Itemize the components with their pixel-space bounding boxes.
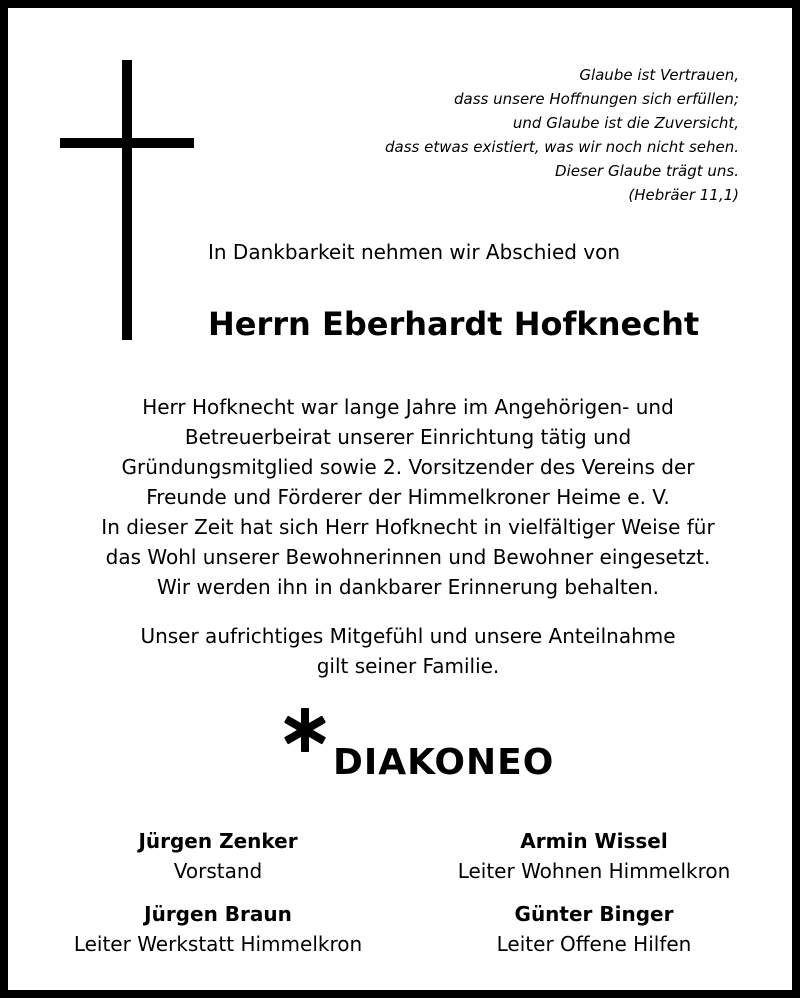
deceased-name: Herrn Eberhardt Hofknecht: [208, 305, 700, 343]
farewell-intro: In Dankbarkeit nehmen wir Abschied von: [208, 240, 621, 264]
signatory: [404, 899, 784, 959]
quote-line: dass unsere Hoffnungen sich erfüllen;: [454, 90, 739, 108]
cross-icon-horizontal-bar: [60, 138, 194, 148]
condolence-line: gilt seiner Familie.: [316, 654, 500, 678]
tribute-line: Herr Hofknecht war lange Jahre im Angehörigen- und: [142, 395, 674, 419]
diakoneo-logo: [281, 706, 555, 790]
tribute-line: Gründungsmitglied sowie 2. Vorsitzender des Vereins der: [121, 455, 695, 479]
signatory: [28, 826, 408, 886]
asterisk-icon: [281, 706, 329, 754]
signatory: [404, 826, 784, 886]
condolence-line: Unser aufrichtiges Mitgefühl und unsere Anteilnahme: [140, 624, 676, 648]
signatory-name: Armin Wissel: [520, 829, 668, 853]
signatory-role: Vorstand: [173, 859, 263, 883]
quote-line: Glaube ist Vertrauen,: [579, 66, 739, 84]
quote-line: dass etwas existiert, was wir noch nicht sehen.: [385, 138, 739, 156]
logo-wordmark: DIAKONEO: [333, 742, 555, 783]
bible-quote: [219, 63, 739, 207]
signatory-name: Jürgen Zenker: [138, 829, 298, 853]
tribute-line: Freunde und Förderer der Himmelkroner Heime e. V.: [146, 485, 670, 509]
tribute-line: In dieser Zeit hat sich Herr Hofknecht in vielfältiger Weise für: [101, 515, 715, 539]
cross-icon-vertical-bar: [122, 60, 132, 340]
tribute-text: [38, 392, 778, 602]
signatory-role: Leiter Offene Hilfen: [496, 932, 692, 956]
condolence-text: [38, 621, 778, 681]
signatory-name: Jürgen Braun: [144, 902, 292, 926]
signatory: [28, 899, 408, 959]
signatory-role: Leiter Werkstatt Himmelkron: [73, 932, 363, 956]
tribute-line: Betreuerbeirat unserer Einrichtung tätig und: [184, 425, 632, 449]
quote-line: und Glaube ist die Zuversicht,: [512, 114, 739, 132]
signatory-role: Leiter Wohnen Himmelkron: [457, 859, 731, 883]
signatory-name: Günter Binger: [514, 902, 674, 926]
tribute-line: das Wohl unserer Bewohnerinnen und Bewohner eingesetzt.: [105, 545, 711, 569]
quote-reference: (Hebräer 11,1): [628, 186, 739, 204]
quote-line: Dieser Glaube trägt uns.: [555, 162, 739, 180]
tribute-line: Wir werden ihn in dankbarer Erinnerung behalten.: [156, 575, 660, 599]
